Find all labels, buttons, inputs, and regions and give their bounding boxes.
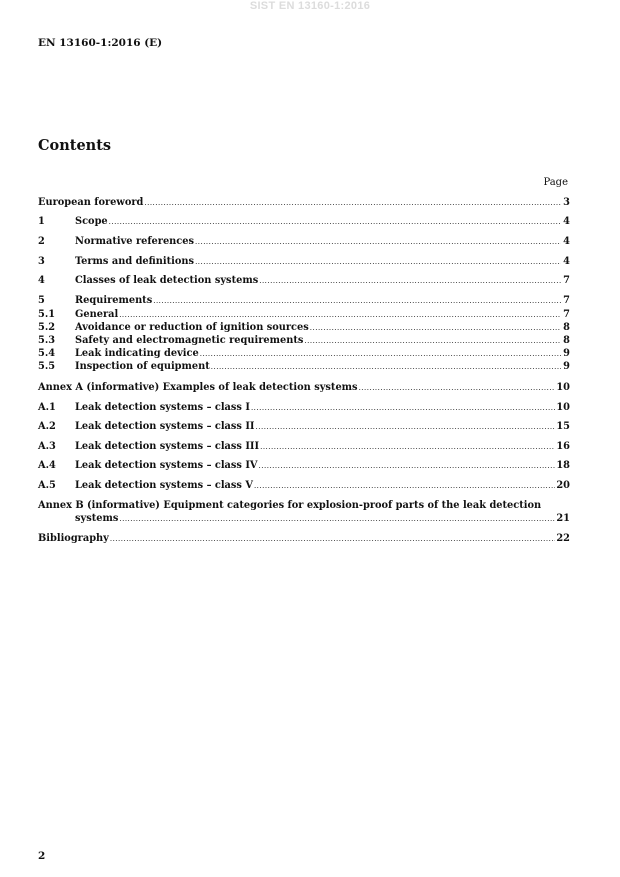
toc-label: Safety and electromagnetic requirements [75, 335, 304, 346]
toc-page: 4 [563, 256, 570, 267]
toc-leader [260, 441, 555, 453]
toc-label: Inspection of equipment [75, 361, 210, 372]
toc-label: Normative references [75, 236, 195, 247]
toc-number: 2 [38, 236, 45, 247]
toc-entry-safety[interactable] [38, 335, 570, 347]
toc-entry-a1[interactable] [38, 402, 570, 414]
toc-leader [310, 322, 561, 334]
toc-leader [259, 460, 556, 472]
toc-page: 18 [556, 460, 570, 471]
document-header: EN 13160-1:2016 (E) [38, 37, 163, 49]
toc-number: A.1 [38, 402, 56, 413]
toc-number: A.4 [38, 460, 56, 471]
toc-leader [119, 513, 555, 525]
toc-leader [251, 402, 555, 414]
toc-entry-bibliography[interactable] [38, 533, 570, 545]
toc-label: Leak detection systems – class II [75, 421, 255, 432]
toc-page: 20 [556, 480, 570, 491]
toc-entry-indicating-device[interactable] [38, 348, 570, 360]
toc-label: Bibliography [38, 533, 109, 544]
toc-entry-inspection[interactable] [38, 361, 570, 373]
toc-page: 8 [563, 335, 570, 346]
toc-label: European foreword [38, 197, 144, 208]
toc-page: 7 [563, 309, 570, 320]
toc-label: Leak detection systems – class V [75, 480, 253, 491]
toc-page: 3 [563, 197, 570, 208]
toc-number: A.3 [38, 441, 56, 452]
toc-label: Annex A (informative) Examples of leak detection systems [38, 382, 358, 393]
toc-entry-scope[interactable] [38, 216, 570, 228]
toc-entry-ignition[interactable] [38, 322, 570, 334]
toc-leader [256, 421, 556, 433]
toc-page: 7 [563, 275, 570, 286]
toc-entry-annex-a[interactable] [38, 382, 570, 394]
toc-page: 9 [563, 361, 570, 372]
toc-label: Scope [75, 216, 108, 227]
toc-leader [153, 295, 561, 307]
toc-page: 4 [563, 236, 570, 247]
toc-entry-annex-b-title[interactable]: Annex B (informative) Equipment categories for explosion-proof parts of the leak detection [38, 500, 542, 511]
toc-number: 5.1 [38, 309, 56, 320]
toc-label: Leak detection systems – class I [75, 402, 250, 413]
toc-number: A.2 [38, 421, 56, 432]
toc-label: Terms and definitions [75, 256, 195, 267]
toc-entry-annex-b[interactable] [38, 513, 570, 525]
toc-page: 8 [563, 322, 570, 333]
toc-entry-a3[interactable] [38, 441, 570, 453]
toc-number: 5.2 [38, 322, 56, 333]
page-number: 2 [38, 850, 46, 862]
toc-label: Leak indicating device [75, 348, 199, 359]
toc-page: 10 [556, 382, 570, 393]
toc-page: 22 [556, 533, 570, 544]
toc-page: 7 [563, 295, 570, 306]
toc-entry-general[interactable] [38, 309, 570, 321]
toc-entry-a4[interactable] [38, 460, 570, 472]
toc-entry-foreword[interactable] [38, 197, 570, 209]
toc-leader [304, 335, 561, 347]
toc-leader [359, 382, 556, 394]
toc-entry-requirements[interactable] [38, 295, 570, 307]
toc-entry-terms[interactable] [38, 256, 570, 268]
toc-page: 10 [556, 402, 570, 413]
toc-label: Avoidance or reduction of ignition sources [75, 322, 309, 333]
toc-number: 1 [38, 216, 45, 227]
toc-label: Requirements [75, 295, 153, 306]
toc-page: 16 [556, 441, 570, 452]
toc-label: systems [75, 513, 119, 524]
toc-entry-a5[interactable] [38, 480, 570, 492]
toc-leader [254, 480, 555, 492]
toc-leader [259, 275, 561, 287]
toc-number: 5.5 [38, 361, 56, 372]
toc-page: 9 [563, 348, 570, 359]
watermark: SIST EN 13160-1:2016 [249, 0, 371, 12]
toc-number: 5.3 [38, 335, 56, 346]
toc-page: 15 [556, 421, 570, 432]
toc-label: Classes of leak detection systems [75, 275, 259, 286]
toc-leader [195, 236, 561, 248]
toc-leader [200, 348, 561, 360]
toc-leader [110, 533, 556, 545]
toc-number: 5.4 [38, 348, 56, 359]
toc-leader [109, 216, 561, 228]
toc-number: 3 [38, 256, 45, 267]
toc-entry-a2[interactable] [38, 421, 570, 433]
toc-leader [144, 197, 561, 209]
toc-number: 4 [38, 275, 45, 286]
toc-label: General [75, 309, 119, 320]
page-title: Contents [38, 137, 112, 154]
toc-page: 21 [556, 513, 570, 524]
page-column-label: Page [543, 177, 568, 188]
toc-label: Leak detection systems – class IV [75, 460, 258, 471]
toc-number: A.5 [38, 480, 56, 491]
toc-page: 4 [563, 216, 570, 227]
toc-entry-normative-references[interactable] [38, 236, 570, 248]
toc-number: 5 [38, 295, 45, 306]
toc-leader [195, 256, 561, 268]
toc-leader [119, 309, 561, 321]
toc-entry-classes[interactable] [38, 275, 570, 287]
toc-leader [211, 361, 561, 373]
toc-label: Leak detection systems – class III [75, 441, 260, 452]
